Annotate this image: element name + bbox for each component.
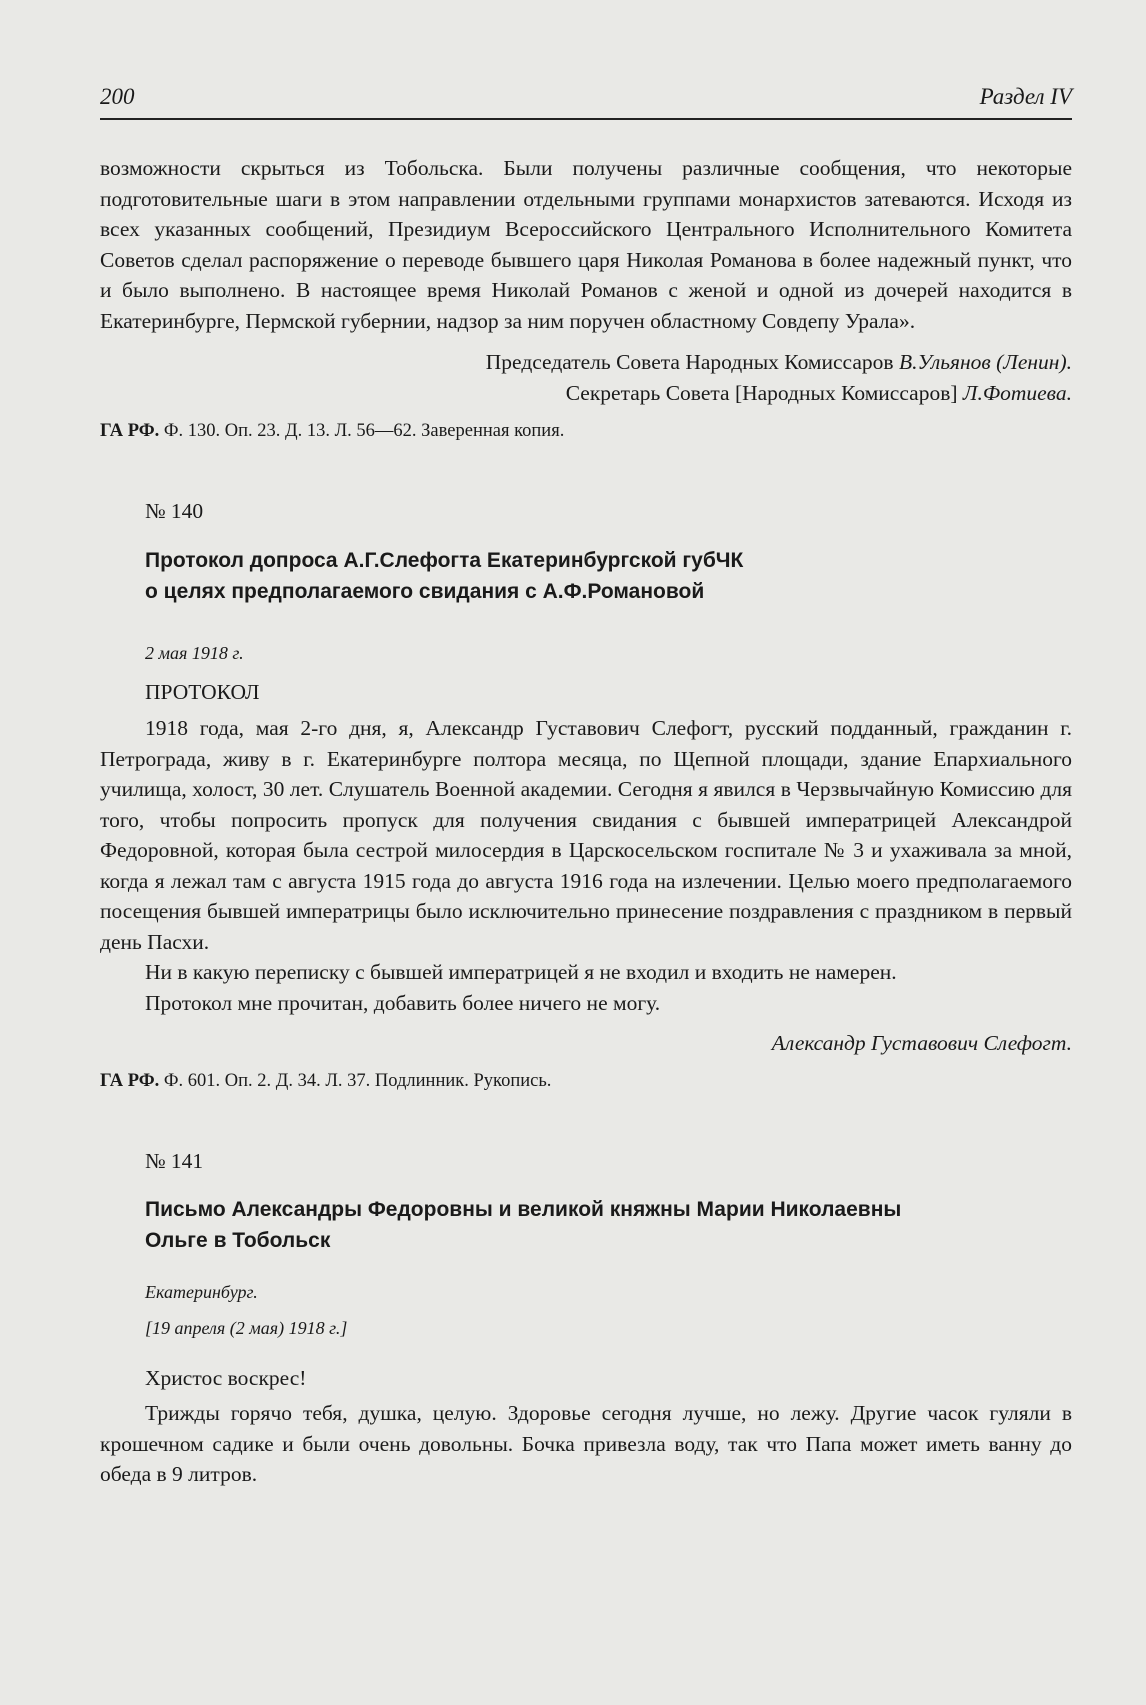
signature-role: Секретарь Совета [Народных Комиссаров]: [565, 381, 958, 405]
doc140-title-line-1: Протокол допроса А.Г.Слефогта Екатеринбургской губЧК: [145, 549, 744, 572]
doc140-date: 2 мая 1918 г.: [145, 643, 244, 663]
section-title: Раздел IV: [979, 84, 1072, 109]
source-archive: ГА РФ.: [100, 1071, 160, 1091]
doc140-source: [100, 1068, 551, 1094]
doc141-title: [145, 1194, 1065, 1256]
doc141-place: Екатеринбург.: [145, 1282, 258, 1302]
doc140-paragraph-1: 1918 года, мая 2-го дня, я, Александр Густавович Слефогт, русский подданный, гражданин г. Петрограда, живу в г. Екатеринбурге полтора месяца, по Щепной площади, здание Епархиального училища, холост, 30 лет. Слушатель Военной академии. Сегодня я явился в Черзвычайную Комиссию для того, чтобы попросить пропуск для получения свидания с бывшей императрицей Александрой Федоровной, которая была сестрой милосердия в Царскосельском госпитале № 3 и ухаживала за мной, когда я лежал там с августа 1915 года до августа 1916 года на излечении. Целью моего предполагаемого посещения бывшей императрицы было исключительно принесение поздравления с праздником в первый день Пасхи.: [100, 716, 1072, 954]
doc140-protocol-label: ПРОТОКОЛ: [145, 680, 260, 704]
doc140-signature: [772, 1028, 1072, 1059]
doc140-title: [145, 545, 1065, 607]
running-header: [100, 84, 1072, 120]
signature-role: Председатель Совета Народных Комиссаров: [485, 350, 894, 374]
doc140-number: № 140: [145, 499, 204, 523]
doc139-signature-2: [566, 378, 1072, 409]
doc139-source: [100, 418, 564, 444]
doc140-paragraph-3: Протокол мне прочитан, добавить более ничего не могу.: [145, 991, 661, 1015]
doc139-signature-1: [486, 347, 1072, 378]
signature-name: Александр Густавович Слефогт.: [771, 1031, 1072, 1055]
source-details: Ф. 130. Оп. 23. Д. 13. Л. 56—62. Заверенная копия.: [163, 421, 565, 441]
signature-name: Л.Фотиева.: [962, 381, 1072, 405]
doc141-paragraph-1: Трижды горячо тебя, душка, целую. Здоровье сегодня лучше, но лежу. Другие часок гуляли в крошечном садике и были очень довольны. Бочка привезла воду, так что Папа может иметь ванну до обеда в 9 литров.: [100, 1401, 1072, 1486]
signature-name: В.Ульянов (Ленин).: [898, 350, 1072, 374]
source-archive: ГА РФ.: [100, 421, 160, 441]
doc141-greeting: Христос воскрес!: [145, 1366, 307, 1390]
source-details: Ф. 601. Оп. 2. Д. 34. Л. 37. Подлинник. Рукопись.: [163, 1071, 552, 1091]
doc141-title-line-2: Ольге в Тобольск: [145, 1229, 331, 1252]
doc141-date: [19 апреля (2 мая) 1918 г.]: [145, 1318, 348, 1338]
doc139-paragraph: возможности скрыться из Тобольска. Были получены различные сообщения, что некоторые подготовительные шаги в этом направлении отдельными группами монархистов затеваются. Исходя из всех указанных сообщений, Президиум Всероссийского Центрального Исполнительного Комитета Советов сделал распоряжение о переводе бывшего царя Николая Романова в более надежный пункт, что и было выполнено. В настоящее время Николай Романов с женой и одной из дочерей находится в Екатеринбурге, Пермской губернии, надзор за ним поручен областному Совдепу Урала».: [100, 156, 1072, 333]
doc141-title-line-1: Письмо Александры Федоровны и великой княжны Марии Николаевны: [145, 1198, 902, 1221]
doc140-title-line-2: о целях предполагаемого свидания с А.Ф.Романовой: [145, 580, 705, 603]
doc141-number: № 141: [145, 1149, 204, 1173]
page-number: 200: [100, 84, 135, 109]
doc140-paragraph-2: Ни в какую переписку с бывшей императрицей я не входил и входить не намерен.: [145, 960, 897, 984]
